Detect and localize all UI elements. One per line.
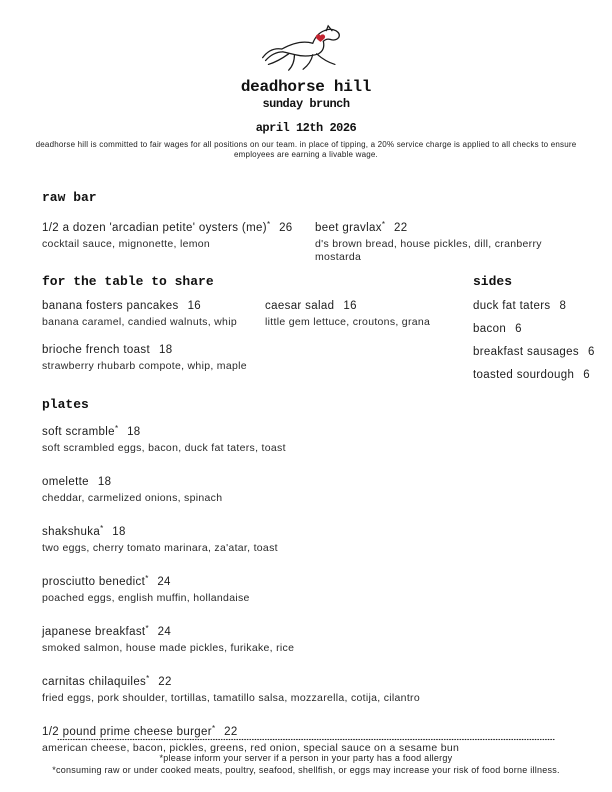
item-price: 16 (187, 300, 202, 312)
item-asterisk: * (145, 574, 149, 583)
item-name-line (42, 572, 584, 589)
item-name: toasted sourdough (473, 369, 575, 381)
item-asterisk: * (114, 424, 119, 433)
item-name: omelette (42, 476, 89, 488)
menu-item-prosciutto-benedict (42, 572, 584, 605)
item-description: banana caramel, candied walnuts, whip (42, 316, 237, 328)
menu-item-beet-gravlax (315, 218, 584, 264)
item-name-line (42, 343, 265, 357)
for-the-table-column-1 (42, 299, 265, 387)
menu-subtitle: sunday brunch (262, 97, 350, 111)
raw-bar-items (42, 218, 584, 264)
menu-item-caesar-salad (265, 299, 472, 329)
item-description: cheddar, carmelized onions, spinach (42, 492, 223, 504)
for-the-table-heading: for the table to share (42, 274, 214, 289)
dotted-divider (57, 738, 555, 741)
item-price: 6 (515, 323, 522, 335)
item-asterisk: * (145, 624, 149, 633)
item-name: japanese breakfast (42, 626, 146, 638)
item-name: prosciutto benedict (42, 576, 146, 588)
item-asterisk: * (146, 674, 150, 683)
menu-item-toasted-sourdough (473, 369, 603, 382)
section-sides (473, 274, 603, 382)
menu-item-shakshuka (42, 522, 584, 555)
raw-bar-heading: raw bar (42, 190, 97, 205)
item-description: cocktail sauce, mignonette, lemon (42, 238, 211, 250)
sides-heading: sides (473, 274, 513, 289)
item-name: 1/2 a dozen 'arcadian petite' oysters (me) (42, 222, 267, 234)
item-name-line (42, 522, 584, 539)
menu-item-carnitas-chilaquiles (42, 672, 584, 705)
consumption-warning: *consuming raw or under cooked meats, poultry, seafood, shellfish, or eggs may increase your risk of food borne illness. (52, 764, 560, 775)
item-price: 24 (157, 626, 172, 638)
item-asterisk: * (266, 220, 271, 229)
item-description: d's brown bread, house pickles, dill, cranberry mostarda (315, 238, 542, 263)
item-name-line (42, 722, 584, 739)
menu-item-japanese-breakfast (42, 622, 584, 655)
item-asterisk: * (381, 220, 385, 229)
item-name-line (42, 218, 315, 235)
item-name-line (315, 218, 584, 235)
item-price: 18 (112, 526, 126, 538)
item-price: 22 (224, 726, 238, 738)
item-name-line (42, 299, 265, 313)
item-description: american cheese, bacon, pickles, greens, red onion, special sauce on a sesame bun (42, 742, 460, 754)
menu-item-breakfast-sausages (473, 346, 603, 359)
item-price: 18 (127, 426, 141, 438)
item-price: 6 (583, 369, 590, 381)
item-name: beet gravlax (315, 222, 382, 234)
item-name: breakfast sausages (473, 346, 580, 358)
menu-item-soft-scramble (42, 422, 584, 455)
plates-heading: plates (42, 397, 89, 412)
section-raw-bar (42, 190, 584, 264)
item-name: banana fosters pancakes (42, 300, 179, 312)
allergy-note: *please inform your server if a person in your party has a food allergy (159, 753, 453, 763)
section-for-the-table (42, 274, 472, 387)
item-name: shakshuka (42, 526, 101, 538)
item-price: 24 (157, 576, 171, 588)
item-description: fried eggs, pork shoulder, tortillas, tamatillo salsa, mozzarella, cotija, cilantro (42, 692, 420, 704)
item-name-line (265, 299, 472, 313)
horse-sketch-icon (253, 24, 359, 74)
item-price: 22 (393, 222, 408, 234)
menu-date: april 12th 2026 (255, 121, 357, 135)
for-the-table-column-2 (265, 299, 472, 387)
item-description: little gem lettuce, croutons, grana (265, 316, 431, 328)
item-name: 1/2 pound prime cheese burger (42, 726, 212, 738)
item-name: duck fat taters (473, 300, 551, 312)
item-price: 18 (97, 476, 112, 488)
item-description: soft scrambled eggs, bacon, duck fat taters, toast (42, 442, 286, 454)
item-name-line (42, 622, 584, 639)
item-name: carnitas chilaquiles (42, 676, 147, 688)
menu-item-omelette (42, 472, 584, 505)
for-the-table-items (42, 299, 472, 387)
menu-item-banana-fosters-pancakes (42, 299, 265, 329)
wage-disclaimer: deadhorse hill is committed to fair wages for all positions on our team. in place of tipping, a 20% service charge is applied to all checks to ensure employees are earning a livable wage. (35, 140, 577, 159)
menu-item-oysters (42, 218, 315, 264)
item-price: 8 (559, 300, 567, 312)
item-asterisk: * (100, 524, 104, 533)
menu-item-bacon (473, 323, 603, 336)
item-description: smoked salmon, house made pickles, furikake, rice (42, 642, 295, 654)
item-price: 26 (279, 222, 293, 234)
menu-footer (0, 738, 612, 776)
horse-logo (0, 24, 612, 74)
item-name: caesar salad (265, 300, 335, 312)
menu-header (0, 24, 612, 160)
item-asterisk: * (211, 724, 216, 733)
item-name-line (42, 672, 584, 689)
item-price: 22 (158, 676, 172, 688)
item-price: 6 (588, 346, 595, 358)
item-name-line (42, 422, 584, 439)
item-name-line (42, 472, 584, 489)
item-description: poached eggs, english muffin, hollandaise (42, 592, 250, 604)
item-name: soft scramble (42, 426, 115, 438)
item-description: two eggs, cherry tomato marinara, za'atar, toast (42, 542, 278, 554)
item-name: bacon (473, 323, 507, 335)
menu-item-brioche-french-toast (42, 343, 265, 373)
item-price: 16 (343, 300, 357, 312)
item-price: 18 (159, 344, 173, 356)
section-plates (42, 397, 584, 772)
item-name: brioche french toast (42, 344, 151, 356)
restaurant-name: deadhorse hill (240, 78, 372, 96)
item-description: strawberry rhubarb compote, whip, maple (42, 360, 247, 372)
menu-item-duck-fat-taters (473, 300, 603, 313)
